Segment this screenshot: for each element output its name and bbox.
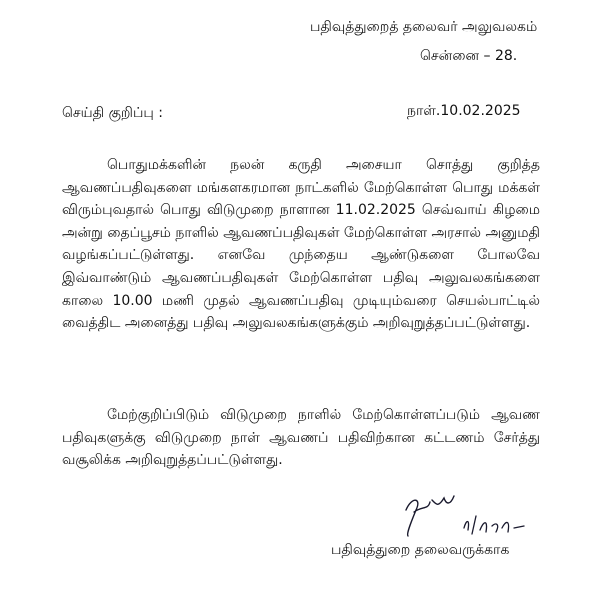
press-release-label: செய்தி குறிப்பு : — [62, 105, 163, 121]
signed-for-label: பதிவுத்துறை தலைவருக்காக — [331, 542, 510, 558]
body-paragraph-2: மேற்குறிப்பிடும் விடுமுறை நாளில் மேற்கொள்ளப்படும் ஆவண பதிவுகளுக்கு விடுமுறை நாள் ஆவணப் பதிவிற்கான கட்டணம் சேர்த்து வசூலிக்க அறிவுறுத்தப்பட்டுள்ளது. — [62, 407, 540, 469]
body-paragraph-1: பொதுமக்களின் நலன் கருதி அசையா சொத்து குறித்த ஆவணப்பதிவுகளை மங்களகரமான நாட்களில் மேற்கொள்ள பொது மக்கள் விரும்புவதால் பொது விடுமுறை நாளான 11.02.2025 செவ்வாய் கிழமை அன்று தைப்பூசம் நாளில் ஆவணப்பதிவுகள் மேற்கொள்ள அரசால் அனுமதி வழங்கப்பட்டுள்ளது. எனவே முந்தைய ஆண்டுகளை போலவே இவ்வாண்டும் ஆவணப்பதிவுகள் மேற்கொள்ள பதிவு அலுவலகங்களை காலை 10.00 மணி முதல் ஆவணப்பதிவு முடியும்வரை செயல்பாட்டில் வைத்திட அனைத்து பதிவு அலுவலகங்களுக்கும் அறிவுறுத்தப்பட்டுள்ளது. — [62, 157, 540, 332]
release-date: நாள்.10.02.2025 — [407, 103, 521, 119]
office-city: சென்னை – 28. — [420, 48, 518, 64]
office-name: பதிவுத்துறைத் தலைவர் அலுவலகம் — [310, 19, 538, 35]
signature-scribble-icon — [392, 490, 542, 540]
handwritten-signature — [392, 490, 542, 540]
